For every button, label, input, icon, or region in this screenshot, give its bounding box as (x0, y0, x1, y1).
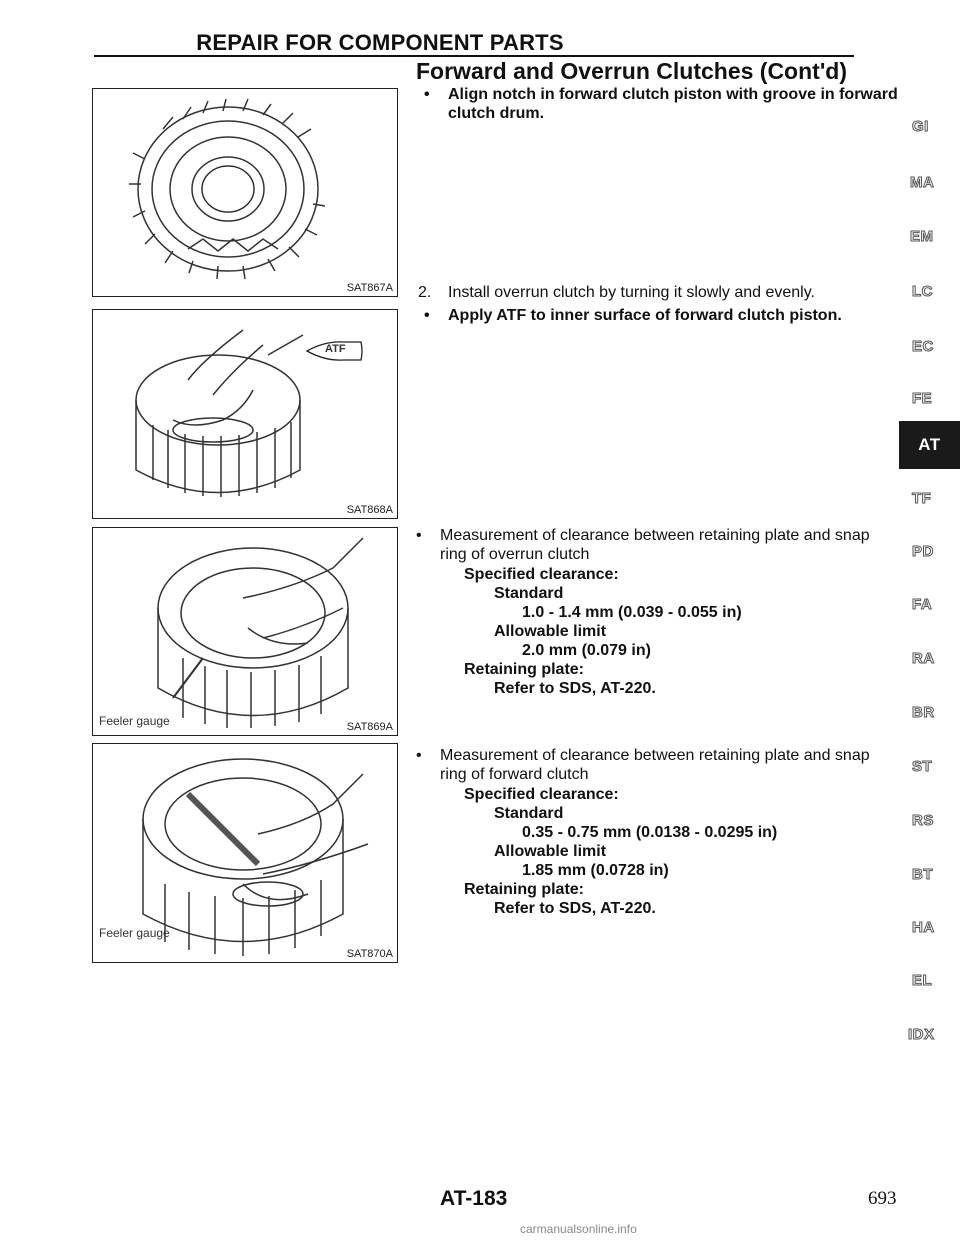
overrun-specified-label: Specified clearance: (464, 566, 619, 583)
forward-allowable-value: 1.85 mm (0.0728 in) (522, 862, 669, 879)
header-rule (94, 55, 854, 57)
forward-standard-value: 0.35 - 0.75 mm (0.0138 - 0.0295 in) (522, 824, 778, 841)
apply-atf-note: • Apply ATF to inner surface of forward clutch piston. (448, 306, 908, 325)
side-tab-em[interactable]: EM (910, 228, 934, 245)
watermark: carmanualsonline.info (520, 1222, 637, 1236)
side-tab-fa[interactable]: FA (912, 596, 933, 613)
side-tab-ha[interactable]: HA (912, 919, 935, 936)
side-tab-ra[interactable]: RA (912, 650, 935, 667)
overrun-standard-value: 1.0 - 1.4 mm (0.039 - 0.055 in) (522, 604, 742, 621)
side-tab-rs[interactable]: RS (912, 812, 934, 829)
figure-sat869a (92, 527, 398, 736)
overrun-measurement-title: • Measurement of clearance between retaining plate and snap ring of overrun clutch (440, 526, 900, 564)
feeler-gauge-overrun-illustration (93, 528, 397, 735)
side-tab-fe[interactable]: FE (912, 390, 933, 407)
side-tab-gi[interactable]: GI (912, 118, 929, 135)
side-tab-br[interactable]: BR (912, 704, 935, 721)
atf-label: ATF (325, 343, 346, 355)
section-title: Forward and Overrun Clutches (Cont'd) (416, 58, 847, 84)
side-tab-st[interactable]: ST (912, 758, 933, 775)
feeler-gauge-label: Feeler gauge (99, 714, 170, 728)
page-number: 693 (868, 1188, 897, 1209)
figure-code: SAT867A (346, 282, 393, 294)
side-tab-tf[interactable]: TF (912, 490, 932, 507)
forward-standard-label: Standard (494, 805, 564, 822)
overrun-refer: Refer to SDS, AT-220. (494, 680, 656, 697)
side-tab-el[interactable]: EL (912, 972, 933, 989)
forward-measurement-title: • Measurement of clearance between retaining plate and snap ring of forward clutch (440, 746, 900, 784)
side-tab-idx[interactable]: IDX (908, 1026, 935, 1043)
page-code: AT-183 (440, 1187, 508, 1210)
forward-specified-label: Specified clearance: (464, 786, 619, 803)
overrun-standard-label: Standard (494, 585, 564, 602)
figure-code: SAT869A (346, 721, 393, 733)
step-2-number: 2. (418, 284, 432, 301)
side-tab-pd[interactable]: PD (912, 543, 934, 560)
forward-allowable-label: Allowable limit (494, 843, 607, 860)
side-tab-bt[interactable]: BT (912, 866, 933, 883)
forward-plate-label: Retaining plate: (464, 881, 585, 898)
side-tab-ma[interactable]: MA (910, 174, 935, 191)
overrun-allowable-label: Allowable limit (494, 623, 607, 640)
side-tab-at-active[interactable]: AT (899, 421, 960, 469)
align-notch-note: • Align notch in forward clutch piston with groove in forward clutch drum. (448, 85, 908, 123)
feeler-gauge-label: Feeler gauge (99, 926, 170, 940)
side-tab-ec[interactable]: EC (912, 338, 934, 355)
clutch-drum-illustration (93, 89, 397, 296)
figure-sat868a (92, 309, 398, 519)
overrun-plate-label: Retaining plate: (464, 661, 585, 678)
overrun-allowable-value: 2.0 mm (0.079 in) (522, 642, 651, 659)
figure-code: SAT868A (346, 504, 393, 516)
side-tab-lc[interactable]: LC (912, 283, 933, 300)
figure-sat870a (92, 743, 398, 963)
page-header-title: REPAIR FOR COMPONENT PARTS (196, 30, 564, 55)
figure-sat867a (92, 88, 398, 297)
figure-code: SAT870A (346, 948, 393, 960)
step-2-text: Install overrun clutch by turning it slowly and evenly. (448, 284, 815, 301)
forward-refer: Refer to SDS, AT-220. (494, 900, 656, 917)
